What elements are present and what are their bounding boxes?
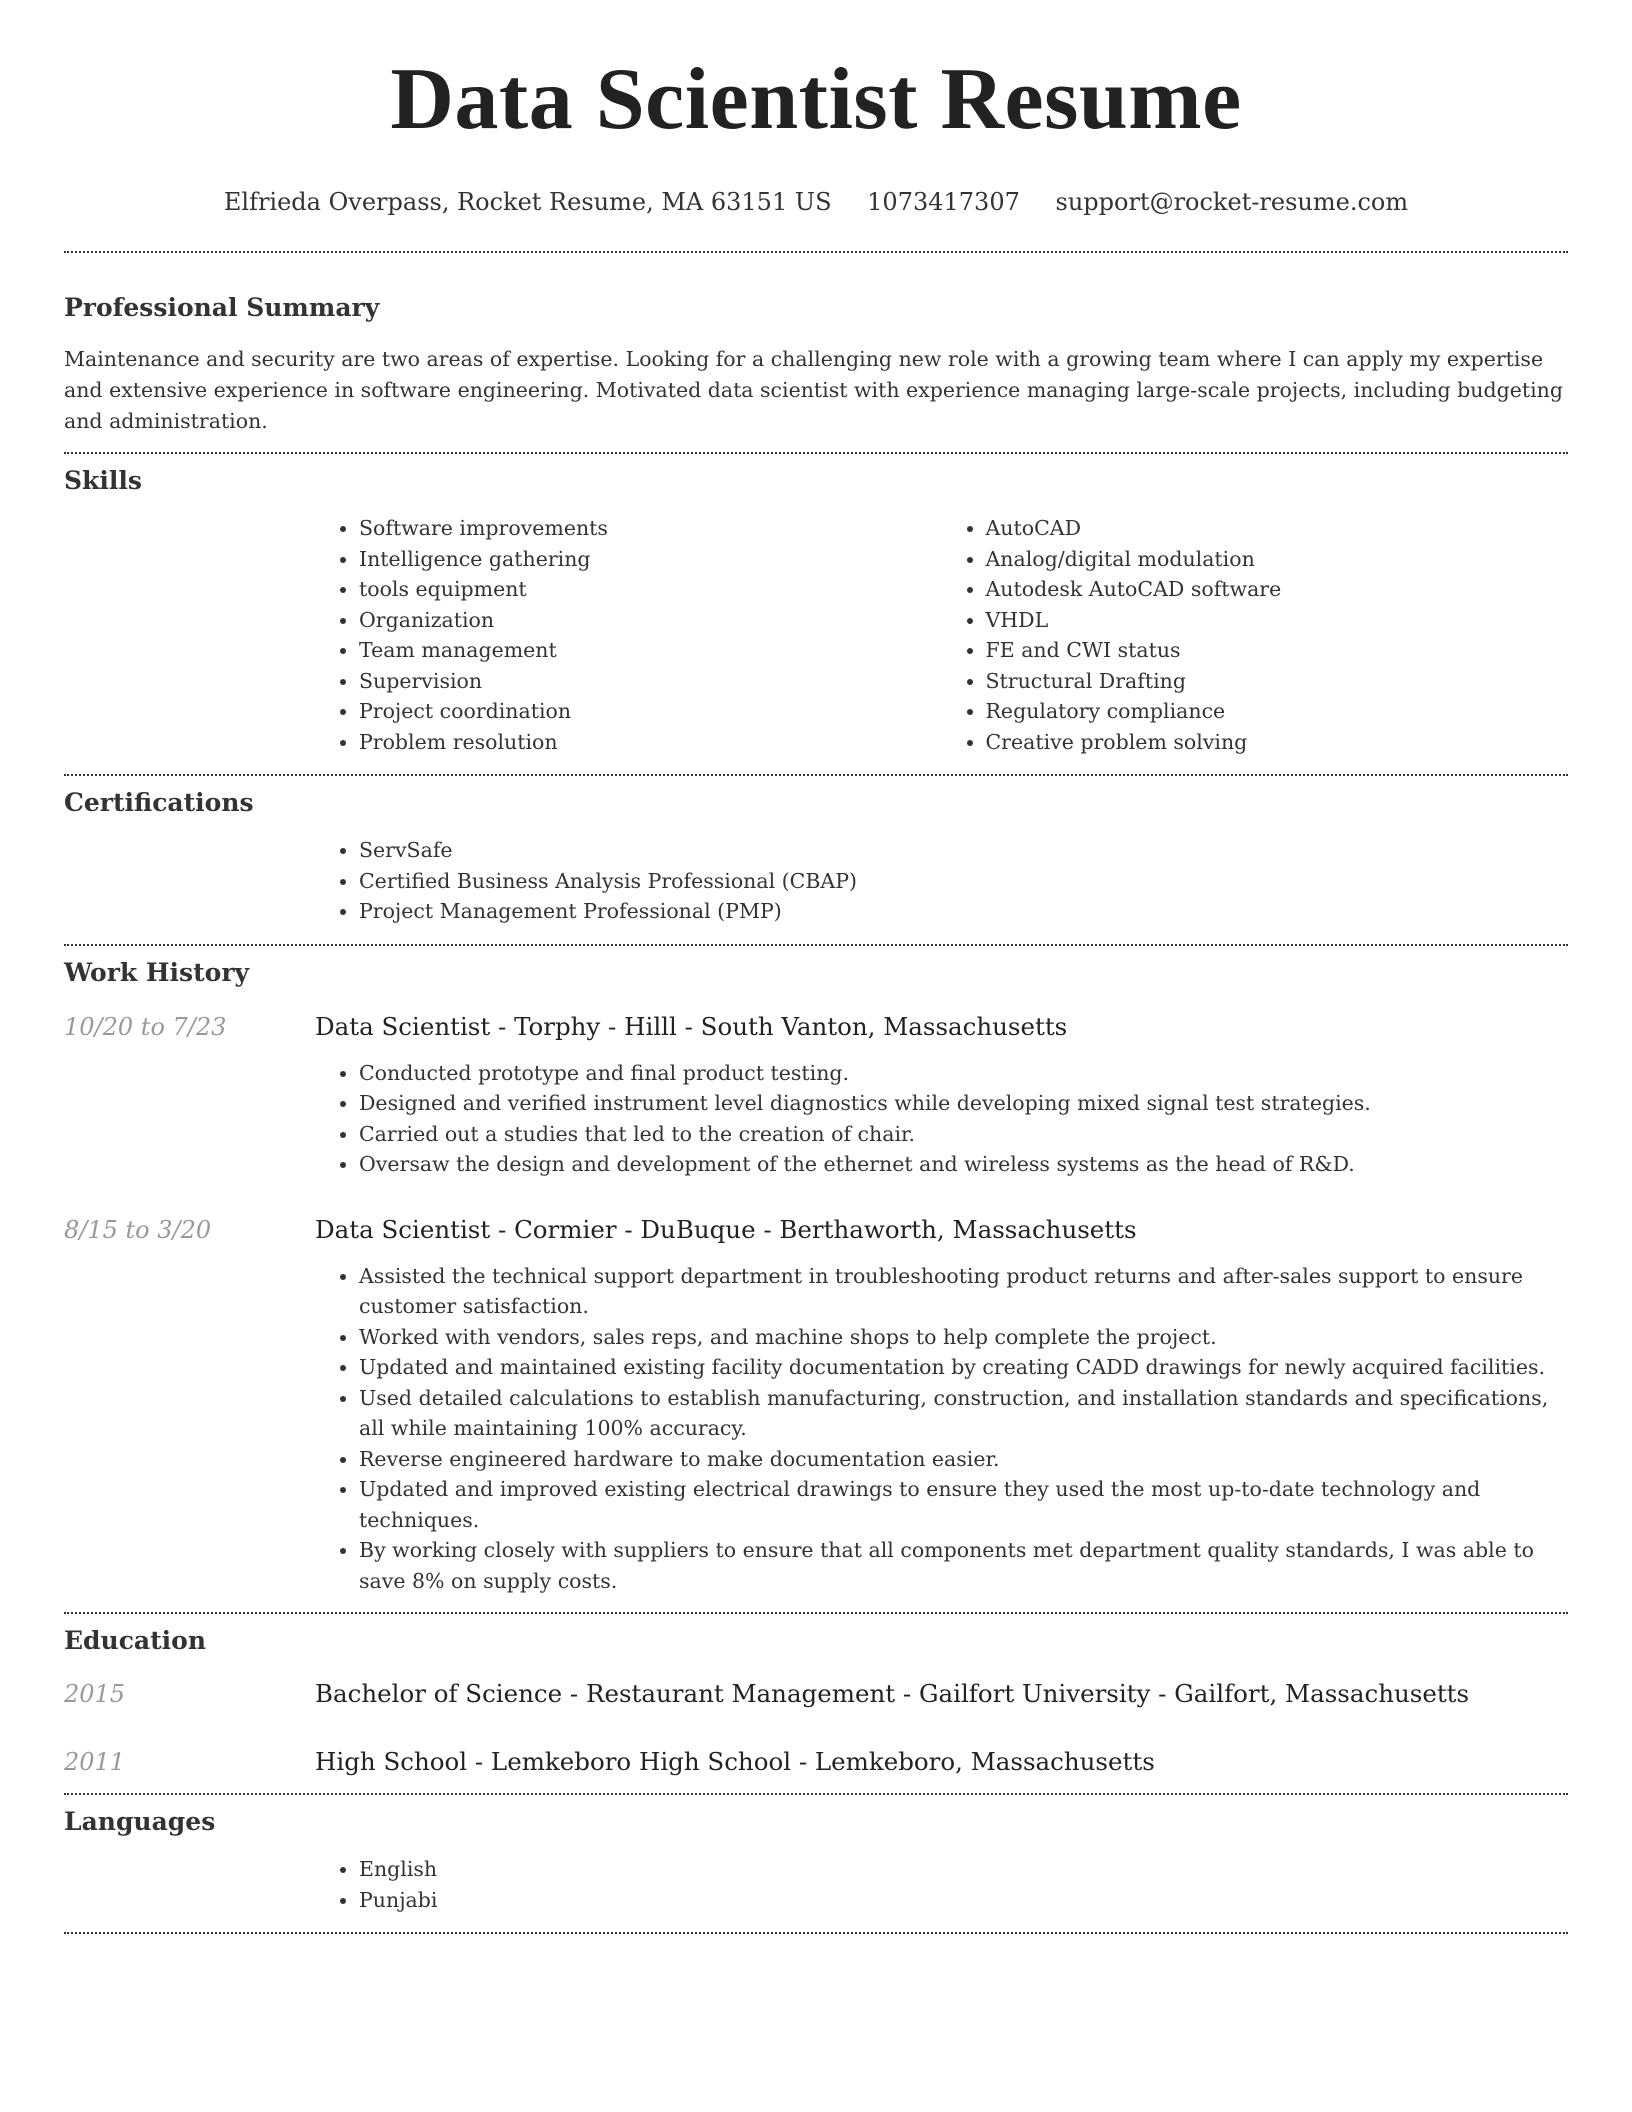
list-item: • Carried out a studies that led to the creation of chair. — [359, 1119, 1568, 1150]
resume-title: Data Scientist Resume — [390, 51, 1242, 148]
list-item: • Intelligence gathering — [359, 544, 942, 575]
list-item: • Designed and verified instrument level diagnostics while developing mixed signal test strategies. — [359, 1088, 1568, 1119]
list-item: • Organization — [359, 605, 942, 636]
languages-list — [315, 1854, 1568, 1915]
list-item: • Software improvements — [359, 513, 942, 544]
education-degree: High School — [315, 1747, 468, 1776]
resume-header — [0, 0, 1632, 218]
education-institution: - Gailfort University - Gailfort, Massachusetts — [895, 1679, 1470, 1708]
section-heading-summary: Professional Summary — [64, 293, 380, 322]
list-item: • Used detailed calculations to establish manufacturing, construction, and installation standards and specifications, all while maintaining 100% accuracy. — [359, 1383, 1568, 1444]
list-item: • Regulatory compliance — [986, 696, 1569, 727]
certifications-section — [0, 776, 1632, 927]
list-item: • Conducted prototype and final product testing. — [359, 1058, 1568, 1089]
job-bullets — [315, 1261, 1568, 1597]
list-item: • Analog/digital modulation — [986, 544, 1569, 575]
skills-list-left — [315, 513, 942, 757]
divider — [64, 1932, 1568, 1934]
section-heading-work: Work History — [64, 957, 250, 987]
skills-columns — [315, 513, 1568, 757]
list-item: • tools equipment — [359, 574, 942, 605]
education-entry — [64, 1678, 1568, 1710]
section-heading-education: Education — [64, 1626, 207, 1655]
list-item: • Updated and improved existing electrical drawings to ensure they used the most up-to-date technology and techniques. — [359, 1474, 1568, 1535]
contact-address: Elfrieda Overpass, Rocket Resume, MA 63151 US — [223, 188, 832, 216]
list-item: • By working closely with suppliers to ensure that all components met department quality standards, I was able to save 8% on supply costs. — [359, 1535, 1568, 1596]
list-item: • Certified Business Analysis Professional (CBAP) — [359, 866, 1568, 897]
list-item: • Updated and maintained existing facility documentation by creating CADD drawings for newly acquired facilities. — [359, 1352, 1568, 1383]
list-item: • Assisted the technical support department in troubleshooting product returns and after-sales support to ensure customer satisfaction. — [359, 1261, 1568, 1322]
education-year: 2011 — [64, 1748, 126, 1776]
list-item: • Worked with vendors, sales reps, and machine shops to help complete the project. — [359, 1322, 1568, 1353]
list-item: • ServSafe — [359, 835, 1568, 866]
list-item: • Project coordination — [359, 696, 942, 727]
job-entry — [64, 1214, 1568, 1246]
summary-text: Maintenance and security are two areas of expertise. Looking for a challenging new role with a growing team where I can apply my expertise and extensive experience in software engineering. Motivated data scientist with experience managing large-scale projects, including budgeting and administration. — [64, 347, 1563, 433]
job-entry — [64, 1011, 1568, 1043]
job-dates: 10/20 to 7/23 — [64, 1012, 227, 1041]
job-title: Data Scientist - Torphy - Hilll - South Vanton, Massachusetts — [315, 1011, 1068, 1041]
languages-section — [0, 1795, 1632, 1915]
list-item: • Structural Drafting — [986, 666, 1569, 697]
education-title — [315, 1746, 1155, 1778]
section-heading-skills: Skills — [64, 466, 142, 495]
skills-section — [0, 454, 1632, 757]
list-item: • Team management — [359, 635, 942, 666]
list-item: • VHDL — [986, 605, 1569, 636]
contact-line — [0, 186, 1632, 218]
list-item: • AutoCAD — [986, 513, 1569, 544]
contact-email: support@rocket-resume.com — [1055, 188, 1409, 216]
list-item: • FE and CWI status — [986, 635, 1569, 666]
list-item: • English — [359, 1854, 1568, 1885]
education-degree: Bachelor of Science - Restaurant Management — [315, 1679, 896, 1708]
education-year: 2015 — [64, 1680, 126, 1708]
list-item: • Oversaw the design and development of the ethernet and wireless systems as the head of R&D. — [359, 1149, 1568, 1180]
list-item: • Autodesk AutoCAD software — [986, 574, 1569, 605]
list-item: • Reverse engineered hardware to make documentation easier. — [359, 1444, 1568, 1475]
summary-section — [0, 253, 1632, 437]
list-item: • Punjabi — [359, 1885, 1568, 1916]
education-institution: - Lemkeboro High School - Lemkeboro, Massachusetts — [467, 1747, 1155, 1776]
education-section — [0, 1614, 1632, 1778]
list-item: • Supervision — [359, 666, 942, 697]
job-title: Data Scientist - Cormier - DuBuque - Berthaworth, Massachusetts — [315, 1214, 1137, 1244]
certifications-list — [315, 835, 1568, 927]
work-history-section — [0, 946, 1632, 1597]
education-title — [315, 1678, 1469, 1710]
list-item: • Problem resolution — [359, 727, 942, 758]
list-item: • Project Management Professional (PMP) — [359, 896, 1568, 927]
job-bullets — [315, 1058, 1568, 1180]
section-heading-certifications: Certifications — [64, 788, 254, 817]
job-dates: 8/15 to 3/20 — [64, 1215, 212, 1244]
education-entry — [64, 1746, 1568, 1778]
skills-list-right — [942, 513, 1569, 757]
contact-phone: 1073417307 — [867, 188, 1020, 216]
list-item: • Creative problem solving — [986, 727, 1569, 758]
section-heading-languages: Languages — [64, 1807, 216, 1836]
